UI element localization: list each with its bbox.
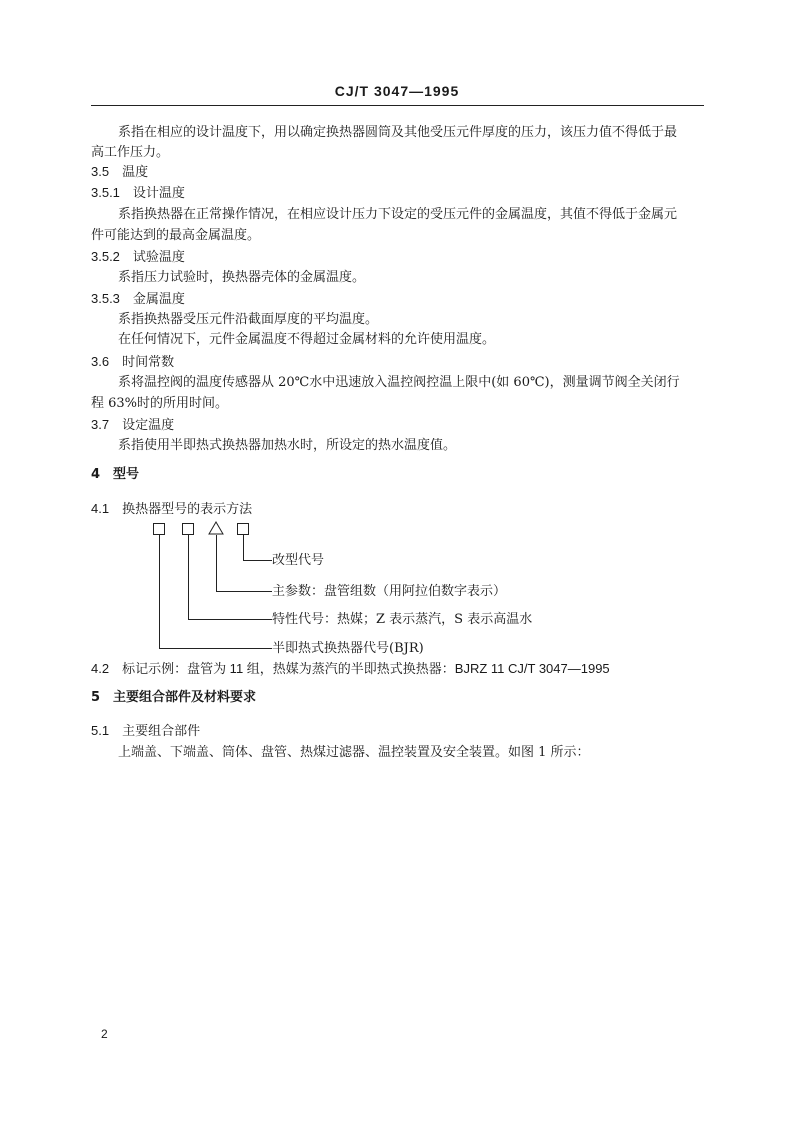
section-heading-4: 4 型号 [91,467,140,482]
leader-line [216,591,272,592]
leader-line [188,619,272,620]
section-heading-3-5: 3.5 温度 [91,164,149,179]
leader-line [243,560,272,561]
leader-line [159,648,272,649]
page-header: CJ/T 3047—1995 [334,83,460,99]
section-heading-3-5-1: 3.5.1 设计温度 [91,185,185,200]
leader-line [243,535,244,560]
code-box-2 [182,523,194,535]
section-heading-5: 5 主要组合部件及材料要求 [91,690,257,705]
section-heading-4-1: 4.1 换热器型号的表示方法 [91,501,253,516]
para-line: 高工作压力。 [91,145,170,160]
page-number: 2 [101,1027,108,1041]
para-line: 系将温控阀的温度传感器从 20℃水中迅速放入温控阀控温上限中(如 60℃)，测量调节阀全关闭行 [118,375,680,390]
para-line: 件可能达到的最高金属温度。 [91,228,261,243]
section-heading-3-5-3: 3.5.3 金属温度 [91,291,185,306]
code-box-3 [237,523,249,535]
diagram-label-characteristic-code: 特性代号：热媒；Z 表示蒸汽，S 表示高温水 [272,612,533,627]
code-box-1 [153,523,165,535]
diagram-label-main-parameter: 主参数：盘管组数（用阿拉伯数字表示） [272,584,507,599]
para-line: 系指使用半即热式换热器加热水时，所设定的热水温度值。 [118,438,457,453]
leader-line [216,535,217,591]
section-heading-3-7: 3.7 设定温度 [91,417,175,432]
leader-line [159,535,160,648]
para-line: 在任何情况下，元件金属温度不得超过金属材料的允许使用温度。 [118,332,496,347]
para-line: 上端盖、下端盖、筒体、盘管、热煤过滤器、温控装置及安全装置。如图 1 所示： [118,745,590,760]
para-line: 系指压力试验时，换热器壳体的金属温度。 [118,270,366,285]
leader-line [188,535,189,619]
section-heading-5-1: 5.1 主要组合部件 [91,723,201,738]
para-line: 系指换热器在正常操作情况，在相应设计压力下设定的受压元件的金属温度，其值不得低于金属元 [118,207,678,222]
triangle-icon [208,521,224,535]
header-rule [91,105,704,106]
diagram-label-type-code: 半即热式换热器代号(BJR) [272,641,424,656]
section-heading-3-5-2: 3.5.2 试验温度 [91,249,185,264]
para-line: 系指在相应的设计温度下，用以确定换热器圆筒及其他受压元件厚度的压力，该压力值不得低于最 [118,125,678,140]
diagram-label-modification-code: 改型代号 [272,553,325,568]
section-heading-4-2: 4.2 标记示例：盘管为 11 组，热媒为蒸汽的半即热式换热器：BJRZ 11 CJ/T 3047—1995 [91,661,610,676]
para-line: 程 63%时的所用时间。 [91,396,229,411]
section-heading-3-6: 3.6 时间常数 [91,354,175,369]
para-line: 系指换热器受压元件沿截面厚度的平均温度。 [118,312,379,327]
